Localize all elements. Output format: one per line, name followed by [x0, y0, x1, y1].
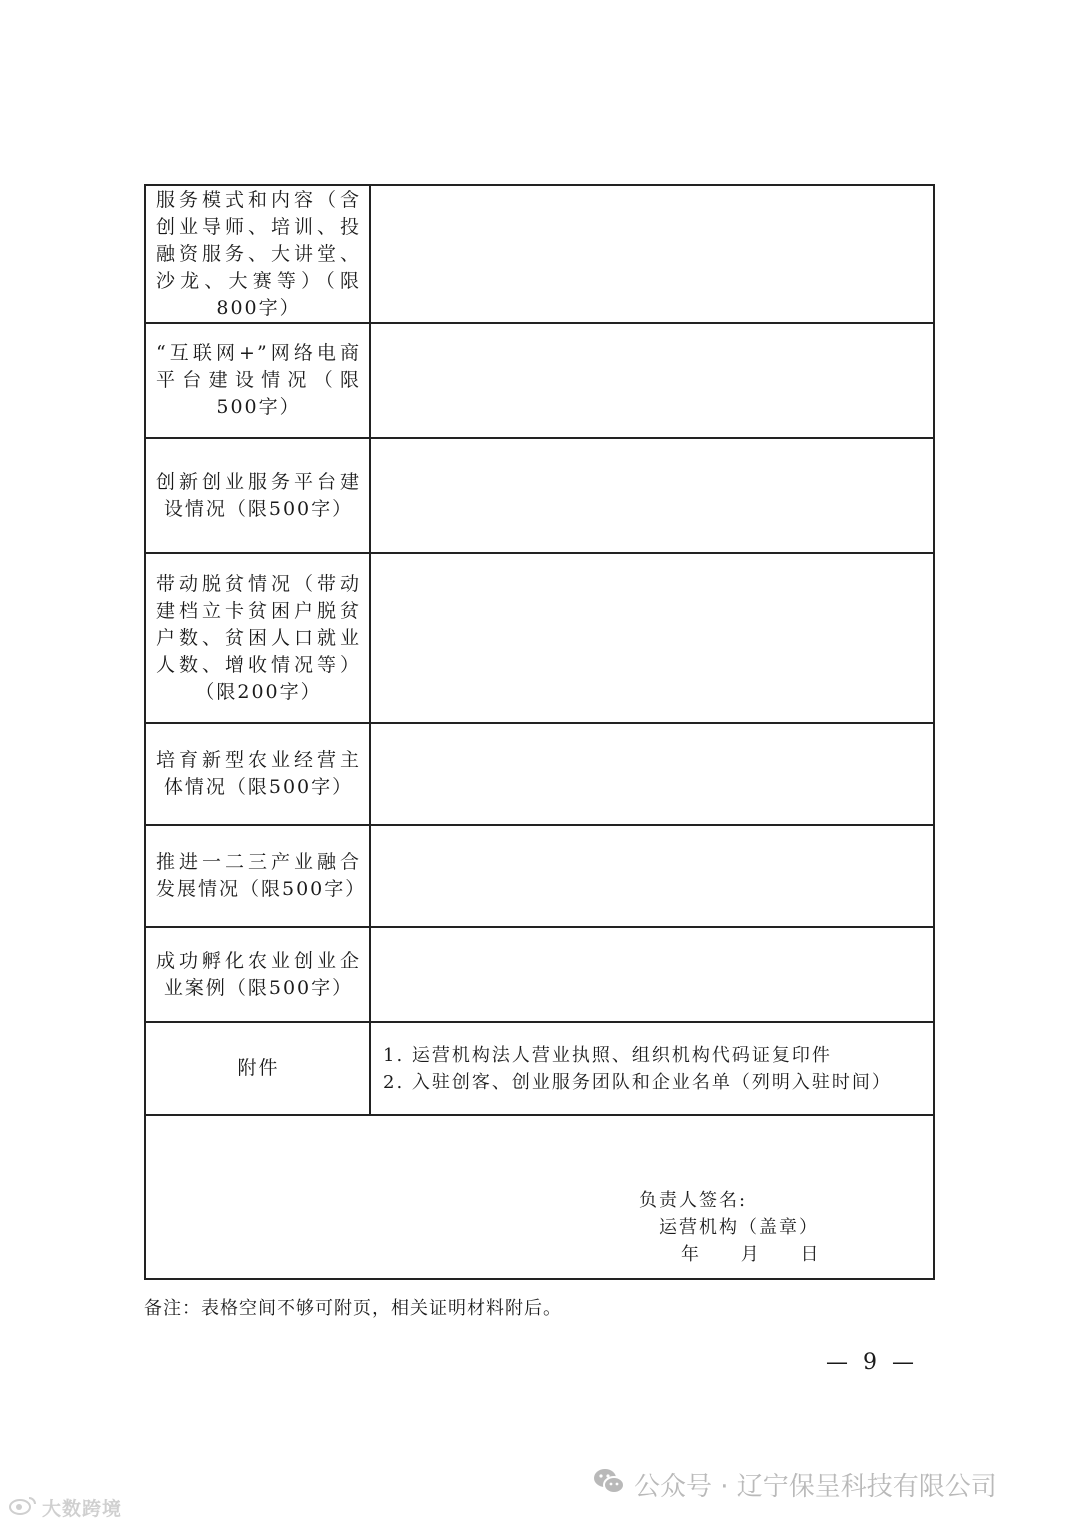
signature-block: [146, 1116, 933, 1278]
application-form-table: [144, 184, 935, 1280]
attachment-list: [371, 1042, 933, 1096]
weibo-icon: [8, 1495, 38, 1520]
attachment-item: 2. 入驻创客、创业服务团队和企业名单（列明入驻时间）: [383, 1071, 892, 1093]
row-value: [370, 438, 934, 553]
row-value: [370, 323, 934, 438]
row-label: 推进一二三产业融合发展情况（限500字）: [145, 825, 370, 927]
attachment-item: 1. 运营机构法人营业执照、组织机构代码证复印件: [383, 1044, 832, 1066]
form-row-signature: [145, 1115, 934, 1279]
wechat-icon: [592, 1466, 626, 1503]
row-value: [370, 723, 934, 825]
watermark-right-text: 公众号 · 辽宁保呈科技有限公司: [634, 1472, 997, 1502]
attachment-list-cell: [370, 1022, 934, 1115]
watermark-left-text: 大数跨境: [42, 1498, 123, 1520]
signer-label: 负责人签名:: [639, 1190, 748, 1211]
form-row-incubation-cases: [145, 927, 934, 1022]
row-label: 培育新型农业经营主体情况（限500字）: [145, 723, 370, 825]
row-label: 带动脱贫情况（带动建档立卡贫困户脱贫户数、贫困人口就业人数、增收情况等）（限200字）: [145, 553, 370, 723]
signature-cell: [145, 1115, 934, 1279]
form-row-service-mode: [145, 185, 934, 323]
watermark-left: [8, 1494, 122, 1521]
row-value: [370, 553, 934, 723]
row-label: 服务模式和内容（含创业导师、培训、投融资服务、大讲堂、沙龙、大赛等）（限800字）: [145, 185, 370, 323]
watermark-right: [592, 1466, 997, 1503]
page-number: — 9 —: [826, 1350, 918, 1375]
row-label: 创新创业服务平台建设情况（限500字）: [145, 438, 370, 553]
row-value: [370, 825, 934, 927]
form-row-poverty-alleviation: [145, 553, 934, 723]
form-row-internet-platform: [145, 323, 934, 438]
form-row-innovation-platform: [145, 438, 934, 553]
attachment-label: 附件: [145, 1022, 370, 1115]
form-row-attachment: [145, 1022, 934, 1115]
org-seal-label: 运营机构（盖章）: [659, 1217, 819, 1238]
row-value: [370, 927, 934, 1022]
row-label: “互联网+”网络电商平台建设情况（限500字）: [145, 323, 370, 438]
row-label: 成功孵化农业创业企业案例（限500字）: [145, 927, 370, 1022]
row-value: [370, 185, 934, 323]
form-row-new-agri-entities: [145, 723, 934, 825]
date-label: 年 月 日: [681, 1244, 821, 1265]
footnote: 备注：表格空间不够可附页，相关证明材料附后。: [144, 1298, 562, 1319]
form-row-industry-integration: [145, 825, 934, 927]
